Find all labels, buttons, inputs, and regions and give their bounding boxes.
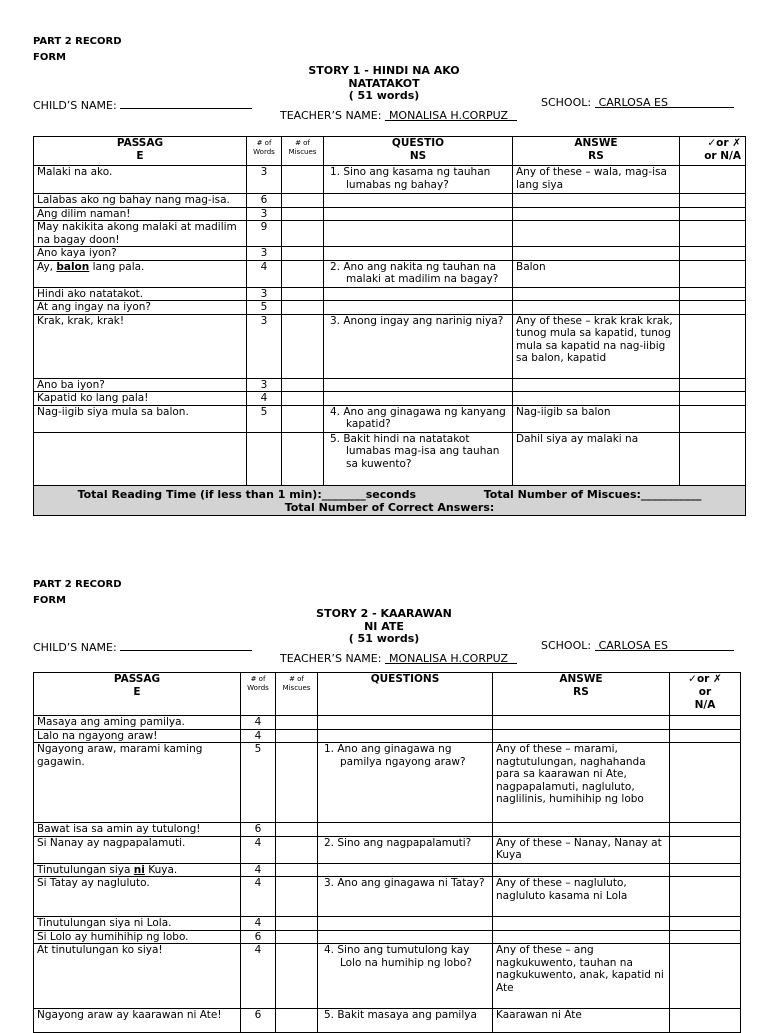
check-cell[interactable] [670, 716, 741, 730]
table-row [34, 743, 741, 823]
answers-header: ANSWE RS [493, 673, 670, 716]
title-line-1: STORY 1 - HINDI NA AKO [308, 64, 460, 77]
total-reading-time: Total Reading Time (if less than 1 min):________seconds [77, 487, 417, 501]
teacher-label: TEACHER’S NAME: [280, 109, 382, 122]
answer-cell: Balon [513, 260, 680, 287]
passage-cell: Tinutulungan siya ni Kuya. [34, 863, 241, 877]
total-miscues: Total Number of Miscues:___________ [483, 487, 702, 501]
passage-cell: Ngayong araw ay kaarawan ni Ate! [34, 1009, 241, 1033]
answer-cell: Any of these – ang nagkukuwento, tauhan na nagkukuwento, anak, kapatid ni Ate [493, 944, 670, 1009]
table-row [34, 944, 741, 1009]
record-label-line2: FORM [33, 52, 66, 63]
question-cell [324, 207, 513, 221]
word-count-cell: 4 [241, 836, 276, 863]
table-row [34, 247, 746, 261]
question-cell [324, 287, 513, 301]
passage-cell [34, 432, 247, 485]
table-row [34, 166, 746, 194]
question-cell: 2. Sino ang nagpapalamuti? [318, 836, 493, 863]
table-row [34, 405, 746, 432]
passage-cell: Kapatid ko lang pala! [34, 392, 247, 406]
word-count-cell: 5 [241, 743, 276, 823]
title-line-2: NI ATE [364, 619, 404, 633]
word-count-cell: 4 [241, 863, 276, 877]
teacher-field [280, 109, 517, 123]
record-label [33, 34, 122, 66]
passage-cell: Ngayong araw, marami kaming gagawin. [34, 743, 241, 823]
miscues-cell[interactable] [276, 944, 318, 1009]
teacher-field [280, 652, 517, 666]
school-field [541, 639, 734, 653]
check-cell[interactable] [680, 207, 746, 221]
question-cell: 2. Ano ang nakita ng tauhan na malaki at madilim na bagay? [324, 260, 513, 287]
miscues-header: # of Miscues [276, 673, 318, 716]
answer-cell: Dahil siya ay malaki na [513, 432, 680, 485]
table-row [34, 1009, 741, 1033]
words-header: # of Words [241, 673, 276, 716]
check-cell[interactable] [670, 1009, 741, 1033]
answer-cell: Any of these – marami, nagtutulungan, naghahanda para sa kaarawan ni Ate, nagpapalamuti, nagluluto, naglilinis, humihihip ng lobo [493, 743, 670, 823]
answer-cell [493, 930, 670, 944]
table-row [34, 432, 746, 485]
questions-header: QUESTIO NS [324, 137, 513, 166]
word-count-cell: 4 [247, 392, 282, 406]
passage-cell: Masaya ang aming pamilya. [34, 716, 241, 730]
school-label: SCHOOL: [541, 96, 592, 109]
answer-cell: Kaarawan ni Ate [493, 1009, 670, 1033]
record-table [33, 136, 746, 516]
record-label-line1: PART 2 RECORD [33, 36, 122, 47]
miscues-cell[interactable] [282, 221, 324, 247]
check-cell[interactable] [680, 194, 746, 208]
passage-cell: Krak, krak, krak! [34, 314, 247, 378]
check-cell[interactable] [670, 836, 741, 863]
question-cell [318, 917, 493, 931]
word-count-cell: 4 [241, 877, 276, 917]
miscues-cell[interactable] [282, 392, 324, 406]
passage-cell: Ano ba iyon? [34, 378, 247, 392]
word-count-cell: 4 [241, 917, 276, 931]
passage-cell: Si Lolo ay humihihip ng lobo. [34, 930, 241, 944]
miscues-cell[interactable] [282, 260, 324, 287]
check-cell[interactable] [670, 930, 741, 944]
check-cell[interactable] [680, 221, 746, 247]
table-row [34, 823, 741, 837]
passage-cell: Hindi ako natatakot. [34, 287, 247, 301]
teacher-value [385, 109, 517, 121]
teacher-value-text: MONALISA H.CORPUZ [388, 652, 509, 665]
miscues-cell[interactable] [282, 432, 324, 485]
miscues-cell[interactable] [282, 301, 324, 315]
passage-cell: Bawat isa sa amin ay tutulong! [34, 823, 241, 837]
miscues-cell[interactable] [276, 823, 318, 837]
child-name-blank[interactable] [120, 639, 252, 651]
check-cell[interactable] [670, 743, 741, 823]
table-row [34, 260, 746, 287]
answer-cell: Any of these – nagluluto, nagluluto kasama ni Lola [493, 877, 670, 917]
words-header: # of Words [247, 137, 282, 166]
school-value [595, 639, 734, 651]
question-cell [324, 301, 513, 315]
passage-cell: Lalo na ngayong araw! [34, 729, 241, 743]
word-count-cell: 3 [247, 166, 282, 194]
miscues-header: # of Miscues [282, 137, 324, 166]
word-count-cell: 9 [247, 221, 282, 247]
word-count-cell: 6 [247, 194, 282, 208]
table-row [34, 836, 741, 863]
table-row [34, 301, 746, 315]
school-value-text: CARLOSA ES [598, 639, 668, 652]
question-cell [318, 930, 493, 944]
table-row [34, 877, 741, 917]
passage-cell: Ang dilim naman! [34, 207, 247, 221]
word-count-cell [247, 432, 282, 485]
teacher-value-text: MONALISA H.CORPUZ [388, 109, 509, 122]
table-row [34, 930, 741, 944]
miscues-cell[interactable] [282, 207, 324, 221]
miscues-cell[interactable] [282, 247, 324, 261]
title-line-2: NATATAKOT [348, 76, 420, 90]
totals-line-1 [37, 488, 742, 501]
word-count-cell: 3 [247, 314, 282, 378]
question-cell [324, 247, 513, 261]
table-row [34, 917, 741, 931]
question-cell: 5. Bakit masaya ang pamilya [318, 1009, 493, 1033]
answer-cell [513, 378, 680, 392]
passage-header: PASSAG E [34, 673, 241, 716]
passage-cell: Si Tatay ay nagluluto. [34, 877, 241, 917]
answer-cell: Nag-iigib sa balon [513, 405, 680, 432]
answer-cell: Any of these – wala, mag-isa lang siya [513, 166, 680, 194]
question-cell: 1. Ano ang ginagawa ng pamilya ngayong araw? [318, 743, 493, 823]
table-row [34, 378, 746, 392]
header-row [34, 673, 741, 716]
check-cell[interactable] [670, 863, 741, 877]
school-value-text: CARLOSA ES [598, 96, 668, 109]
totals-cell [34, 485, 746, 515]
check-cell[interactable] [670, 917, 741, 931]
teacher-label: TEACHER’S NAME: [280, 652, 382, 665]
title-line-3: ( 51 words) [348, 632, 420, 645]
teacher-value [385, 652, 517, 664]
word-count-cell: 6 [241, 823, 276, 837]
passage-cell: Tinutulungan siya ni Lola. [34, 917, 241, 931]
table-row [34, 194, 746, 208]
child-name-label: CHILD’S NAME: [33, 99, 117, 112]
passage-cell: Ay, balon lang pala. [34, 260, 247, 287]
word-count-cell: 3 [247, 287, 282, 301]
miscues-cell[interactable] [276, 729, 318, 743]
check-cell[interactable] [680, 432, 746, 485]
check-cell[interactable] [680, 378, 746, 392]
miscues-cell[interactable] [282, 194, 324, 208]
table-row [34, 287, 746, 301]
school-field [541, 96, 734, 110]
question-cell: 5. Bakit hindi na natatakot lumabas mag-isa ang tauhan sa kuwento? [324, 432, 513, 485]
child-name-field[interactable] [33, 639, 252, 655]
question-cell [318, 716, 493, 730]
passage-cell: At tinutulungan ko siya! [34, 944, 241, 1009]
questions-header: QUESTIONS [318, 673, 493, 716]
check-cell[interactable] [680, 405, 746, 432]
miscues-cell[interactable] [276, 930, 318, 944]
miscues-cell[interactable] [282, 378, 324, 392]
child-name-label: CHILD’S NAME: [33, 641, 117, 654]
answer-cell: Any of these – Nanay, Nanay at Kuya [493, 836, 670, 863]
question-cell [324, 378, 513, 392]
check-cell[interactable] [680, 260, 746, 287]
table-row [34, 314, 746, 378]
answer-cell [513, 287, 680, 301]
check-cell[interactable] [670, 823, 741, 837]
question-cell [324, 194, 513, 208]
question-cell: 4. Ano ang ginagawa ng kanyang kapatid? [324, 405, 513, 432]
question-cell: 4. Sino ang tumutulong kay Lolo na humihip ng lobo? [318, 944, 493, 1009]
check-cell[interactable] [680, 392, 746, 406]
question-cell [318, 729, 493, 743]
answers-header: ANSWE RS [513, 137, 680, 166]
passage-cell: Malaki na ako. [34, 166, 247, 194]
answer-cell [493, 863, 670, 877]
miscues-cell[interactable] [282, 405, 324, 432]
answer-cell [493, 716, 670, 730]
passage-cell: May nakikita akong malaki at madilim na bagay doon! [34, 221, 247, 247]
miscues-cell[interactable] [282, 166, 324, 194]
record-table [33, 672, 741, 1033]
title-line-1: STORY 2 - KAARAWAN [316, 607, 452, 620]
school-value [595, 96, 734, 108]
school-label: SCHOOL: [541, 639, 592, 652]
answer-cell [513, 301, 680, 315]
emphasized-word: ni [133, 863, 145, 876]
check-cell[interactable] [670, 729, 741, 743]
question-cell [318, 823, 493, 837]
check-cell[interactable] [680, 301, 746, 315]
miscues-cell[interactable] [282, 314, 324, 378]
table-row [34, 863, 741, 877]
child-name-field[interactable] [33, 97, 252, 113]
passage-cell: Nag-iigib siya mula sa balon. [34, 405, 247, 432]
check-cell[interactable] [670, 944, 741, 1009]
answer-cell [513, 221, 680, 247]
passage-cell: At ang ingay na iyon? [34, 301, 247, 315]
check-cell[interactable] [680, 166, 746, 194]
miscues-cell[interactable] [276, 1009, 318, 1033]
miscues-cell[interactable] [276, 863, 318, 877]
answer-cell [513, 194, 680, 208]
story2-rows [34, 716, 741, 1033]
answer-cell [513, 207, 680, 221]
miscues-cell[interactable] [282, 287, 324, 301]
passage-cell: Lalabas ako ng bahay nang mag-isa. [34, 194, 247, 208]
question-cell [318, 863, 493, 877]
passage-cell: Ano kaya iyon? [34, 247, 247, 261]
record-label-line1: PART 2 RECORD [33, 579, 122, 590]
check-header: ✓or ✗ or N/A [670, 673, 741, 716]
question-cell: 3. Anong ingay ang narinig niya? [324, 314, 513, 378]
miscues-cell[interactable] [276, 917, 318, 931]
question-cell: 1. Sino ang kasama ng tauhan lumabas ng bahay? [324, 166, 513, 194]
check-cell[interactable] [680, 247, 746, 261]
miscues-cell[interactable] [276, 877, 318, 917]
miscues-cell[interactable] [276, 743, 318, 823]
word-count-cell: 3 [247, 207, 282, 221]
table-row [34, 729, 741, 743]
totals-row [34, 485, 746, 515]
record-label [33, 577, 122, 609]
check-header: ✓or ✗ or N/A [680, 137, 746, 166]
answer-cell: Any of these – krak krak krak, tunog mula sa kapatid, tunog mula sa kapatid na nag-iibig sa balon, kapatid [513, 314, 680, 378]
word-count-cell: 4 [247, 260, 282, 287]
question-cell [324, 392, 513, 406]
title-line-3: ( 51 words) [348, 89, 420, 102]
check-cell[interactable] [680, 314, 746, 378]
passage-header: PASSAG E [34, 137, 247, 166]
check-cell[interactable] [670, 877, 741, 917]
answer-cell [513, 247, 680, 261]
answer-cell [513, 392, 680, 406]
total-correct-answers: Total Number of Correct Answers: [284, 500, 495, 514]
table-row [34, 221, 746, 247]
child-name-blank[interactable] [120, 97, 252, 109]
question-cell [324, 221, 513, 247]
check-cell[interactable] [680, 287, 746, 301]
answer-cell [493, 917, 670, 931]
miscues-cell[interactable] [276, 836, 318, 863]
question-cell: 3. Ano ang ginagawa ni Tatay? [318, 877, 493, 917]
word-count-cell: 3 [247, 247, 282, 261]
emphasized-word: balon [56, 260, 90, 273]
story1-rows [34, 166, 746, 486]
header-row [34, 137, 746, 166]
table-row [34, 392, 746, 406]
word-count-cell: 5 [247, 405, 282, 432]
word-count-cell: 6 [241, 930, 276, 944]
word-count-cell: 5 [247, 301, 282, 315]
table-row [34, 716, 741, 730]
answer-cell [493, 729, 670, 743]
word-count-cell: 4 [241, 729, 276, 743]
word-count-cell: 4 [241, 944, 276, 1009]
answer-cell [493, 823, 670, 837]
table-row [34, 207, 746, 221]
word-count-cell: 3 [247, 378, 282, 392]
passage-cell: Si Nanay ay nagpapalamuti. [34, 836, 241, 863]
word-count-cell: 4 [241, 716, 276, 730]
word-count-cell: 6 [241, 1009, 276, 1033]
miscues-cell[interactable] [276, 716, 318, 730]
record-label-line2: FORM [33, 595, 66, 606]
